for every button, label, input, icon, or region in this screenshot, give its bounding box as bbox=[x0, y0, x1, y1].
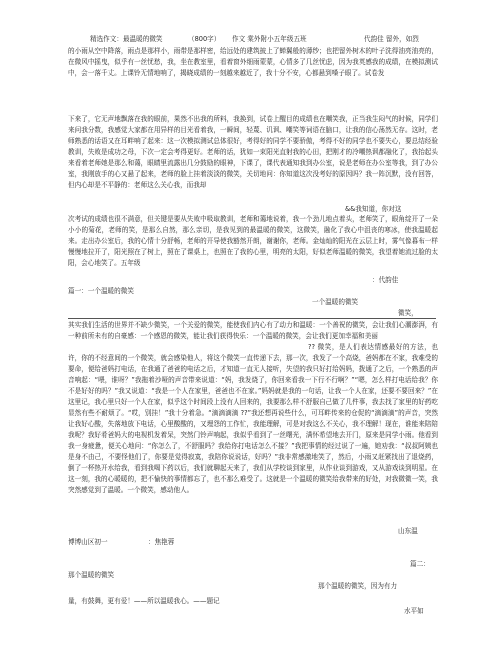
paragraph-6-right: 那个温暖的微笑，因为有力 bbox=[318, 582, 398, 590]
paragraph-6: 量，有鼓舞，更有爱！——所以温暖我心。——题记 bbox=[68, 597, 220, 605]
right-label: 微笑， bbox=[398, 309, 418, 317]
coda-1: ：代韵佳 bbox=[372, 276, 399, 284]
paragraph-4b: ?? 微笑，是人们表达情感最好的方法，也许，你的不经意间的一个微笑，就会感染他人，将这个微笑一直传递下去，那一次，我发了一个高烧，爸妈都在不家，我难受的要命，便给爸妈打电话，在我通了爸爸的电话之后，才知道一直无人接听，失望的我只好打给妈妈，拨通了之后，一个熟悉的声音响起：“喂，谁呀？”我拖着沙哑的声音带来说道：“妈，我发烧了，你回来看我一下行不行啊？”“嗯，怎么样打电话给我？你不是好好的吗？”我又说道：“我是一个人在家里，爸爸也不在家。”妈妈就是我的一句话，让我一个人在家，还要不要回来？”在这里记，我心里只好一个人在家，似乎这个时间段上没有人回来的，我要那么样不舒服自己做了几件事，我去找了家里的好药吃 bbox=[68, 343, 438, 406]
paragraph-5: 显然有些不耐烦了。“哎，别挂！”我十分着急。“滴滴滴滴 ??”我还想再说些什么，可耳畔传来的仓促的“滴滴滴”的声音，突然让我好心酸，失落地放下电话，心里酸酸的，又埋怨的工作忙，我能理解，可是对我这么不关心，我不理解！现在，谁能来陪陪我呢？我好肴爸妈大的电视机发着呆，突然门铃声响起，我似乎看到了一丝曙光，满怀希望地去开门，原来是同学小雨。他看到我一身疲惫，便关心地问：“你怎么了，不舒服吗？我给你打电话怎么不接？”我把事情的经过说了一遍，她劝我：“叔叔阿姨也是身不由己，不要怪他们了，你要是觉得寂寞，我陪你说说话，好吗？”我非常感激地笑了，然后，小雨又赶紧找出了退烧药，倒了一杯热开水给我，看到我喝下药以后，我们就聊起天来了，我们从学校谈到家里，从作业谈到游戏，又从游戏谈到明星。在这一刻，我的心暖暖的，把不愉快的事情都忘了，也不那么难受了。这就是一个温暖的微笑给我带来的好处，对我微微一笑，我突然感觉到了温暖。一个微笑，感动他人。 bbox=[68, 409, 438, 494]
paragraph-4: 其实我们生活的世界并不缺少微笑，一个关爱的微笑，能使我们内心有了动力和温暖：一个善祝的微笑，会让我们心潮澎湃，有一种前所未有的自豪感：一个感恩的微笑，能让我们获得快乐：一个温暖的微笑，会让我们更加幸福和美丽 bbox=[68, 321, 438, 340]
signature-2: ：焦艳蓉 bbox=[148, 538, 175, 546]
section-heading-2: 篇二： bbox=[410, 560, 430, 568]
author-tail: 代韵佳 留外，如烈 bbox=[364, 35, 419, 43]
divider bbox=[68, 318, 436, 319]
paragraph-1: 的小雨从空中降落，雨点是那样小，雨带是那样密，给远处的建筑披上了蝉翼般的薄纱；也把留外树木的叶子洗得油亮油亮的，在微风中摇曳，似乎有一丝忧愁，我，坐在教室里，看着窗外细雨蒙蒙，心情多了几丝忧虑，因为我英感我的成绩，在模拟测试中，会一落千丈。上课铃无情地响了，揭晓成绩的一刻越来越近了，我十分不安，心都悬到嗓子眼了。试卷发 bbox=[68, 47, 438, 77]
subtitle-2: 那个温暖的微笑 bbox=[68, 571, 115, 579]
signature-1: 山东温 bbox=[398, 527, 418, 535]
signature-3: 水平如 bbox=[404, 607, 424, 615]
essay-title: 精选作文：最温暖的微笑 bbox=[90, 35, 163, 43]
and-mark: &&我知道，你对这 bbox=[345, 205, 402, 213]
paragraph-2: 下来了，它无声地飘落在我的眼前，果然不出我的所料，我换到，试卷上醒目的成绩也在嘲笑我，正当我生闷气的时候，同学们来问我分数，我感觉大家都在用异样的目光看着我，一瞬间，轻蔑、讥讽、嘲笑等词语在脑口，让我的信心荡然无存。这时，老师熟悉的话语又在耳畔响了起来：这一次模拟测试总体很好，考得好的同学不要骄傲，考得不好的同学也不要失心，要总结经验教训，失败是成功之母，下次一定会考得更好。老师的话，犹如一束阳光直射我的心田，把刚才的冷嘲热讽都融化了，我抬起头来看着老师她是那么和蔼，眼睛里流露出几分鼓励的眼神，下课了，课代表通知我到办公室，说是老师在办公室等我，到了办公室，我刚放手的心又悬了起来，老师的脸上挂着淡淡的微笑，关切地问：你知道这次没考好的原因吗？我一阵沉默，没有回答，但内心却是不平静的：老师这么关心我，而我却 bbox=[68, 115, 438, 189]
section-heading-1: 篇一：一个温暖的微笑 bbox=[68, 287, 134, 295]
paragraph-3: 次考试的成绩也很不满意，但关键是要从失败中吸取教训，老师和蔼地说着，我一个劲儿地点着头，老师笑了，眼角绽开了一朵小小的菊花，老师的笑，是那么自然，那么亲切，是我见到的最温暖的微笑，这微笑，融化了我心中沮丧的寒冰，使我温暖起来。走出办公室后，我的心情十分舒畅，老师的开导使我豁然开朗，谢谢你，老师。金灿灿的阳光在云层上时，雾气像暮布一样慢慢地拉开了，阳光照在了树上，照在了课桌上，也照在了我的心里，明亮的太阳，好似老师温暖的微笑，我望着她流过脸的太阳，会心地笑了。五年级 bbox=[68, 215, 438, 267]
essay-meta: 作文 棠外附小五年级五班 bbox=[232, 35, 307, 43]
word-count: （800字） bbox=[188, 35, 221, 43]
center-title: 一个温暖的微笑 bbox=[312, 298, 359, 306]
school-name: 博博山区初一 bbox=[68, 538, 108, 546]
